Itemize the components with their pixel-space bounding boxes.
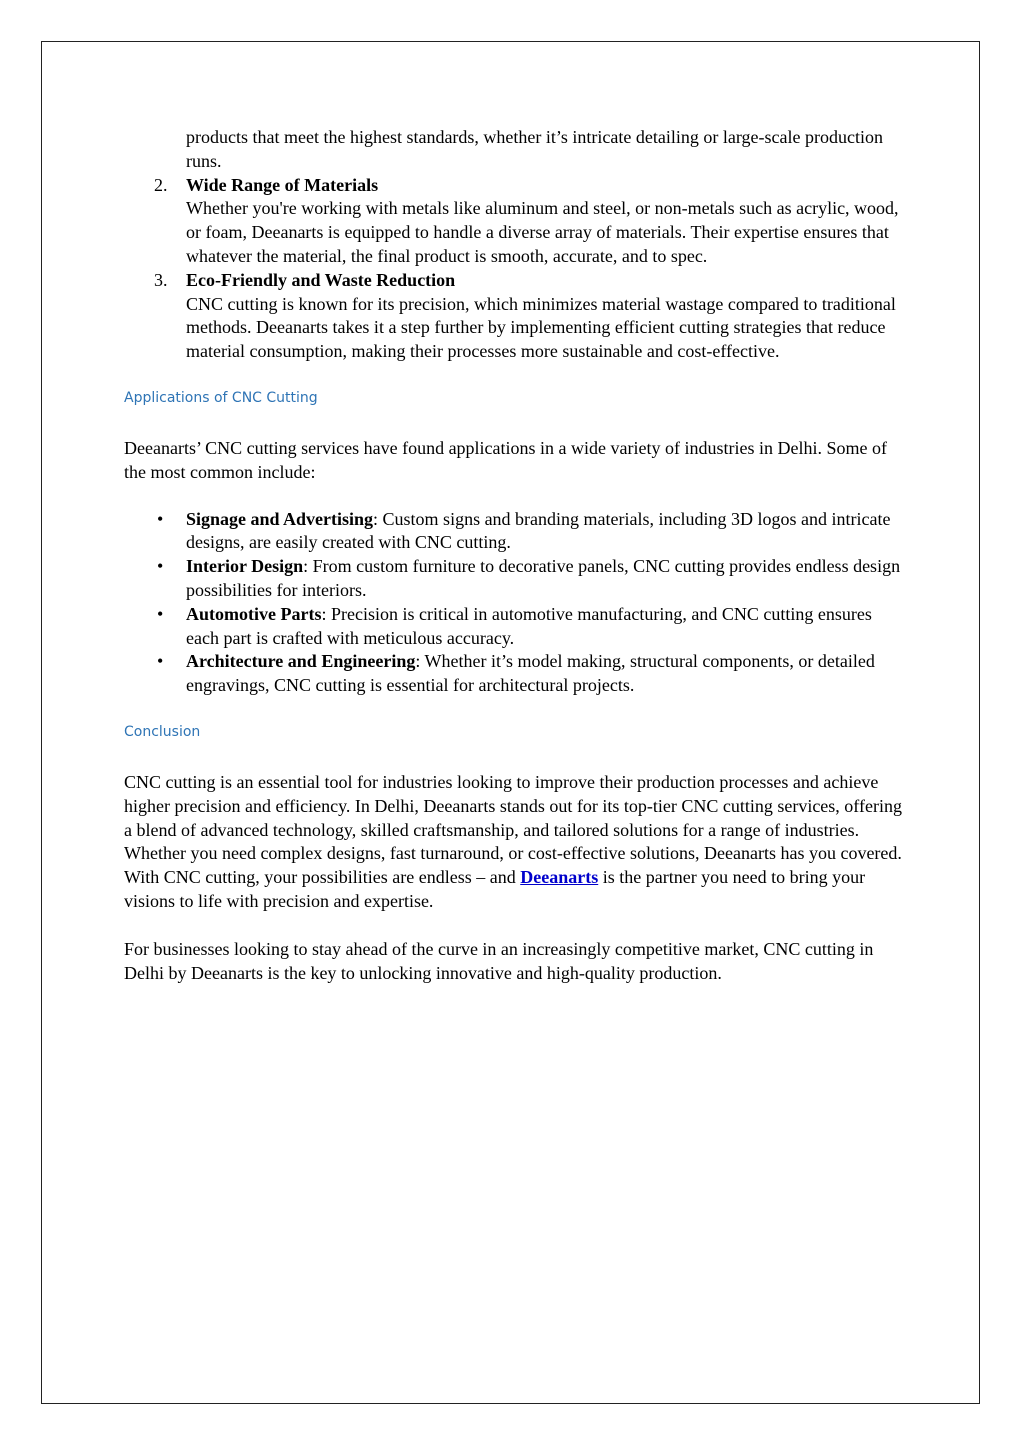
list-item-title: Automotive Parts xyxy=(186,603,322,624)
list-item xyxy=(124,174,904,269)
list-item xyxy=(124,650,904,698)
applications-intro: Deeanarts’ CNC cutting services have found applications in a wide variety of industries in Delhi. Some of the most common include: xyxy=(124,437,887,482)
list-number: 3. xyxy=(154,269,168,290)
list-item-text: : Precision is critical in automotive manufacturing, and CNC cutting ensures each part is crafted with meticulous accuracy. xyxy=(186,603,872,648)
bullet-icon: • xyxy=(157,603,164,624)
list-item xyxy=(124,269,904,364)
numbered-list xyxy=(124,174,904,364)
document-page xyxy=(41,41,980,1404)
list-item xyxy=(124,555,904,603)
conclusion-paragraph xyxy=(124,771,904,914)
list-item xyxy=(124,508,904,556)
list-item-text: : Whether it’s model making, structural components, or detailed engravings, CNC cutting is essential for architectural projects. xyxy=(186,651,875,696)
list-item xyxy=(124,603,904,651)
list-item-title: Wide Range of Materials xyxy=(186,174,379,195)
bullet-icon: • xyxy=(157,556,164,577)
list-item-title: Eco-Friendly and Waste Reduction xyxy=(186,269,456,290)
conclusion-heading: Conclusion xyxy=(124,723,201,740)
list-number: 2. xyxy=(154,174,168,195)
page-content xyxy=(124,126,904,985)
list-item-text: Whether you're working with metals like aluminum and steel, or non-metals such as acrylic, wood, or foam, Deeanarts is equipped to handle a diverse array of materials. Their expertise ensures that whatever the material, the final product is smooth, accurate, and to spec. xyxy=(186,198,899,266)
list-item-title: Signage and Advertising xyxy=(186,508,374,529)
conclusion-text: CNC cutting is an essential tool for industries looking to improve their production processes and achieve higher precision and efficiency. In Delhi, Deeanarts stands out for its top-tier CNC cutting services, offering a blend of advanced technology, skilled craftsmanship, and tailored solutions for a range of industries. Whether you need complex designs, fast turnaround, or cost-effective solutions, Deeanarts has you covered. With CNC cutting, your possibilities are endless – and xyxy=(124,771,902,888)
list-item-title: Interior Design xyxy=(186,556,304,577)
list-item-title: Architecture and Engineering xyxy=(186,651,416,672)
applications-list xyxy=(124,508,904,698)
deeanarts-link[interactable]: Deeanarts xyxy=(520,867,599,888)
conclusion-text-end: is the partner you need to bring your visions to life with precision and expertise. xyxy=(124,867,866,911)
applications-heading: Applications of CNC Cutting xyxy=(124,389,318,406)
list-item-text: : Custom signs and branding materials, including 3D logos and intricate designs, are easily created with CNC cutting. xyxy=(186,508,891,553)
continuation-text: products that meet the highest standards, whether it’s intricate detailing or large-scale production runs. xyxy=(186,127,883,171)
bullet-icon: • xyxy=(157,508,164,529)
bullet-icon: • xyxy=(157,651,164,672)
list-item-text: : From custom furniture to decorative panels, CNC cutting provides endless design possibilities for interiors. xyxy=(186,556,901,600)
closing-paragraph: For businesses looking to stay ahead of the curve in an increasingly competitive market, CNC cutting in Delhi by Deeanarts is the key to unlocking innovative and high-quality production. xyxy=(124,938,874,983)
list-item-text: CNC cutting is known for its precision, which minimizes material wastage compared to traditional methods. Deeanarts takes it a step further by implementing efficient cutting strategies that reduce material consumption, making their processes more sustainable and cost-effective. xyxy=(186,293,896,362)
